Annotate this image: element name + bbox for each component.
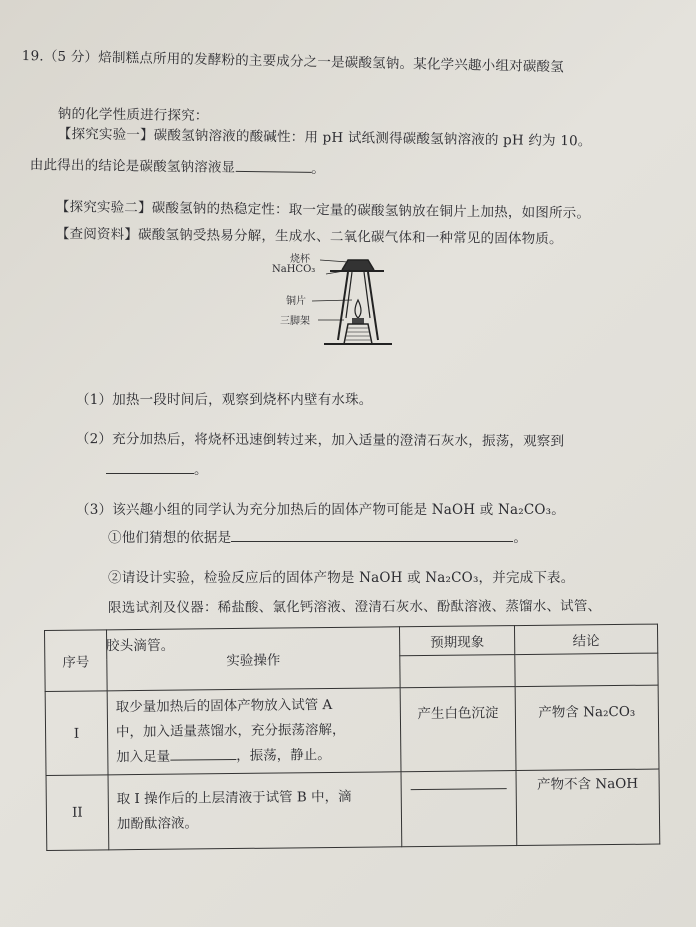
- apparatus-figure: [268, 248, 428, 366]
- row-1-op-line-3-suffix: ，振荡，静止。: [236, 747, 331, 764]
- table-row: [46, 769, 660, 850]
- row-1-index: I: [45, 691, 108, 776]
- flame-icon: [355, 300, 361, 318]
- experiment-1-conclusion: [30, 153, 325, 177]
- part-3-reagents: 限选试剂及仪器：稀盐酸、氯化钙溶液、澄清石灰水、酚酞溶液、蒸馏水、试管、: [108, 598, 602, 616]
- lamp-wick: [352, 318, 364, 324]
- row-2-op-line-1: 取 I 操作后的上层清液于试管 B 中，滴: [116, 788, 352, 808]
- part-2-line-1: （2）充分加热后，将烧杯迅速倒转过来，加入适量的澄清石灰水，振荡，观察到: [75, 430, 565, 450]
- part-3-question-1: [108, 526, 527, 546]
- experiment-1: [58, 122, 592, 149]
- part-3-question-1-suffix: 。: [513, 530, 528, 546]
- header-conclusion: 结论: [514, 624, 657, 654]
- row-1-op-line-3-prefix: 加入足量: [116, 748, 171, 766]
- question-score: （5 分）: [43, 48, 99, 66]
- reference: [56, 222, 563, 247]
- experiment-1-conclusion-prefix: 由此得出的结论是碳酸氢钠溶液显: [29, 156, 236, 176]
- label-copper: 铜片: [286, 296, 306, 307]
- answer-blank-reagent[interactable]: [170, 759, 236, 761]
- label-beaker: 烧杯: [290, 254, 310, 265]
- experiment-2-text: 碳酸氢钠的热稳定性：取一定量的碳酸氢钠放在铜片上加热，如图所示。: [151, 200, 591, 222]
- part-2-suffix: 。: [194, 462, 208, 478]
- experiment-1-text: 碳酸氢钠溶液的酸碱性：用 pH 试纸测得碳酸氢钠溶液的 pH 约为 10。: [153, 127, 592, 150]
- answer-blank-observation[interactable]: [106, 473, 194, 474]
- header-phenomenon: 预期现象: [400, 626, 515, 656]
- row-2-op-line-2: 加酚酞溶液。: [116, 815, 199, 833]
- part-3: （3）该兴趣小组的同学认为充分加热后的固体产物可能是 NaOH 或 Na₂CO₃。: [76, 502, 565, 518]
- reference-text: 碳酸氢钠受热易分解，生成水、二氧化碳气体和一种常见的固体物质。: [137, 226, 563, 248]
- row-1-operation: [107, 688, 401, 775]
- label-nahco3: NaHCO₃: [272, 264, 316, 275]
- reference-tag: 【查阅资料】: [55, 225, 139, 243]
- question-intro-1: 焙制糕点所用的发酵粉的主要成分之一是碳酸氢钠。某化学兴趣小组对碳酸氢: [98, 49, 565, 76]
- row-2-index: II: [46, 775, 109, 851]
- table-row: [45, 685, 659, 775]
- part-3-reagents-2: 胶头滴管。: [106, 638, 175, 654]
- question-number: 19.: [21, 47, 44, 65]
- part-1: （1）加热一段时间后，观察到烧杯内壁有水珠。: [76, 392, 373, 408]
- row-1-op-line-1: 取少量加热后的固体产物放入试管 A: [115, 696, 333, 716]
- row-1-phenomenon: 产生白色沉淀: [400, 687, 516, 772]
- experiment-2-tag: 【探究实验二】: [55, 198, 152, 217]
- row-1-conclusion: 产物含 Na₂CO₃: [515, 685, 659, 770]
- row-2-operation: [108, 772, 402, 850]
- experiment-1-conclusion-suffix: 。: [311, 160, 326, 178]
- experiment-table: [44, 624, 660, 851]
- row-1-op-line-3: [116, 742, 393, 770]
- experiment-2: [56, 195, 591, 222]
- row-2-conclusion: 产物不含 NaOH: [516, 769, 660, 845]
- experiment-1-tag: 【探究实验一】: [57, 125, 154, 144]
- question-header: [22, 44, 565, 75]
- part-2-line-2: [106, 458, 208, 478]
- answer-blank-phenomenon[interactable]: [411, 788, 507, 790]
- header-index: 序号: [45, 630, 108, 692]
- row-1-op-line-2: 中，加入适量蒸馏水，充分振荡溶解，: [115, 721, 346, 741]
- header-operation: 实验操作: [106, 627, 400, 691]
- row-2-phenomenon: [401, 771, 516, 847]
- part-3-question-1-prefix: ①他们猜想的依据是: [108, 530, 232, 546]
- answer-blank-acidity[interactable]: [235, 171, 311, 173]
- part-3-question-2: ②请设计实验，检验反应后的固体产物是 NaOH 或 Na₂CO₃，并完成下表。: [108, 570, 575, 586]
- alcohol-lamp: [344, 324, 372, 344]
- label-tripod: 三脚架: [280, 316, 310, 327]
- beaker-shape: [342, 260, 374, 270]
- answer-blank-basis[interactable]: [231, 541, 513, 542]
- question-intro-2: 钠的化学性质进行探究：: [57, 105, 209, 125]
